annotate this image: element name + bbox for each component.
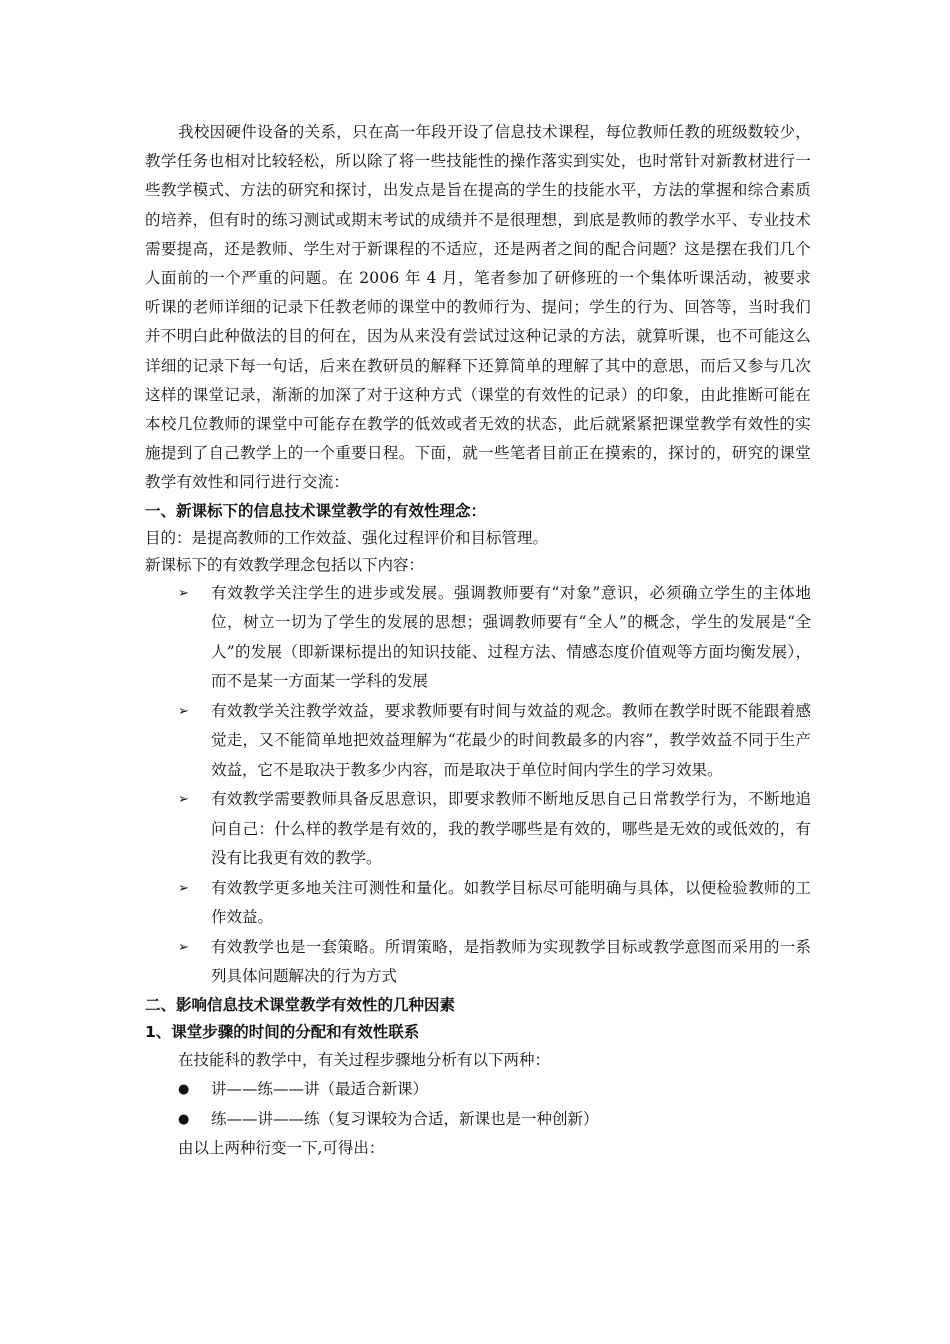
section-1-heading: 一、新课标下的信息技术课堂教学的有效性理念： <box>145 501 487 520</box>
list-item <box>145 1075 811 1105</box>
list-item-text: 有效教学更多地关注可测性和量化。如教学目标尽可能明确与具体，以便检验教师的工作效益。 <box>211 878 811 927</box>
list-item <box>145 933 811 992</box>
section-2-closing: 由以上两种衍变一下,可得出： <box>178 1139 385 1158</box>
list-item <box>145 785 811 874</box>
list-item <box>145 874 811 933</box>
list-item-text: 有效教学也是一套策略。所谓策略，是指教师为实现教学目标或教学意图而采用的一系列具体问题解决的行为方式 <box>211 937 811 986</box>
arrow-bullet-icon: ➢ <box>178 880 189 896</box>
list-item-text: 有效教学关注学生的进步或发展。强调教师要有“对象”意识，必须确立学生的主体地位，树立一切为了学生的发展的思想；强调教师要有“全人”的概念，学生的发展是“全人”的发展（即新课标提出的知识技能、过程方法、情感态度价值观等方面均衡发展），而不是某一方面某一学科的发展 <box>211 583 811 691</box>
document-body <box>145 118 811 1164</box>
list-item <box>145 1105 811 1135</box>
section-2-lead: 在技能科的教学中，有关过程步骤地分析有以下两种： <box>178 1050 551 1069</box>
list-item-text: 有效教学关注教学效益，要求教师要有时间与效益的观念。教师在教学时既不能跟着感觉走，又不能简单地把效益理解为“花最少的时间教最多的内容”，教学效益不同于生产效益，它不是取决于教多少内容，而是取决于单位时间内学生的学习效果。 <box>211 701 811 779</box>
list-item-text: 练——讲——练（复习课较为合适，新课也是一种创新） <box>211 1109 599 1128</box>
arrow-bullet-icon: ➢ <box>178 792 189 808</box>
arrow-bullet-icon: ➢ <box>178 703 189 719</box>
list-item-text: 有效教学需要教师具备反思意识，即要求教师不断地反思自己日常教学行为，不断地追问自己：什么样的教学是有效的，我的教学哪些是有效的，哪些是无效的或低效的，有没有比我更有效的教学。 <box>211 790 811 868</box>
arrow-bullet-icon: ➢ <box>178 939 189 955</box>
section-2-heading: 二、影响信息技术课堂教学有效性的几种因素 <box>145 995 456 1014</box>
list-item <box>145 697 811 786</box>
arrow-bullet-icon: ➢ <box>178 585 189 601</box>
section-2-subheading: 1、课堂步骤的时间的分配和有效性联系 <box>145 1022 420 1041</box>
intro-paragraph: 我校因硬件设备的关系，只在高一年段开设了信息技术课程，每位教师任教的班级数较少，教学任务也相对比较轻松，所以除了将一些技能性的操作落实到实处，也时常针对新教材进行一些教学模式、方法的研究和探讨，出发点是旨在提高的学生的技能水平，方法的掌握和综合素质的培养，但有时的练习测试或期末考试的成绩并不是很理想，到底是教师的教学水平、专业技术需要提高，还是教师、学生对于新课程的不适应，还是两者之间的配合问题？这是摆在我们几个人面前的一个严重的问题。在 2006 年 4 月，笔者参加了研修班的一个集体听课活动，被要求听课的老师详细的记录下任教老师的课堂中的教师行为、提问；学生的行为、回答等，当时我们并不明白此种做法的目的何在，因为从来没有尝试过这种记录的方法，就算听课，也不可能这么详细的记录下每一句话，后来在教研员的解释下还算简单的理解了其中的意思，而后又参与几次这样的课堂记录，渐渐的加深了对于这种方式（课堂的有效性的记录）的印象，由此推断可能在本校几位教师的课堂中可能存在教学的低效或者无效的状态，此后就紧紧把课堂教学有效性的实施提到了自己教学上的一个重要日程。下面，就一些笔者目前正在摸索的，探讨的，研究的课堂教学有效性和同行进行交流： <box>145 123 811 492</box>
dot-bullet-icon: ● <box>178 1082 190 1098</box>
principles-list <box>145 579 811 992</box>
steps-list <box>145 1075 811 1134</box>
section-1-lead: 新课标下的有效教学理念包括以下内容： <box>145 555 425 574</box>
list-item <box>145 579 811 697</box>
list-item-text: 讲——练——讲（最适合新课） <box>211 1080 429 1099</box>
section-1-goal: 目的：是提高教师的工作效益、强化过程评价和目标管理。 <box>145 528 549 547</box>
dot-bullet-icon: ● <box>178 1111 190 1127</box>
